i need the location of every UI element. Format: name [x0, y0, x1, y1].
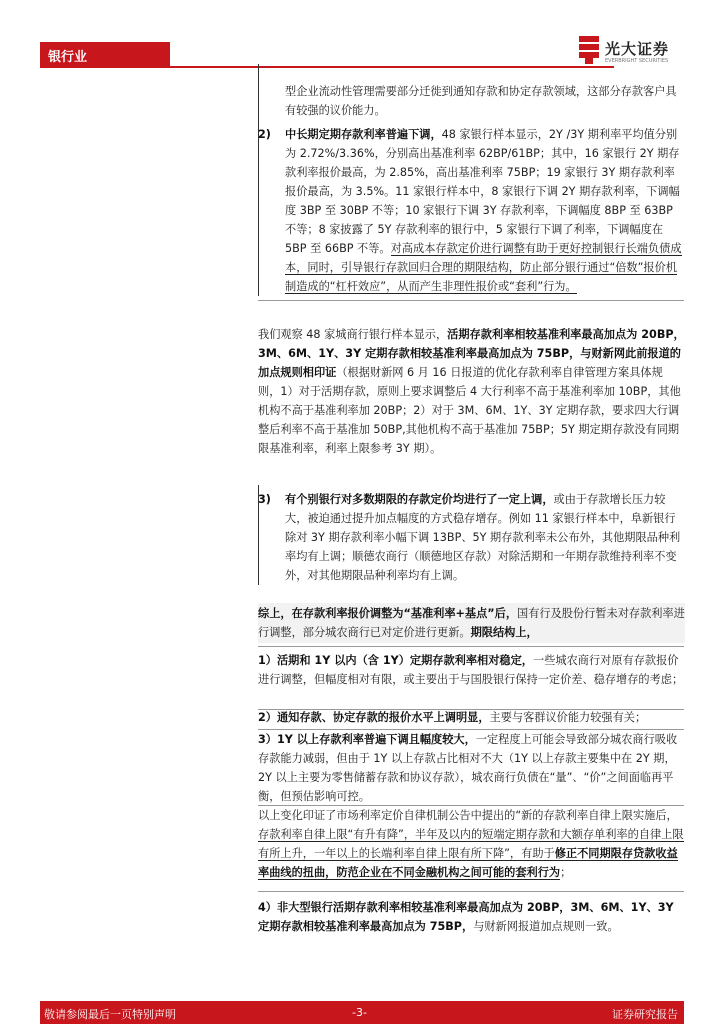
summary-point-3: 3）1Y 以上存款利率普遍下调且幅度较大，一定程度上可能会导致部分城农商行吸收存款能力减弱，但由于 1Y 以上存款占比相对不大（1Y 以上存款主要集中在 2Y 期，2Y 以上主要为零售储蓄存款和协议存款），城农商行负债在“量”、“价”之间面临再平衡，但预估影响可控。: [258, 733, 678, 803]
summary-point-4: 4）非大型银行活期存款利率相较基准利率最高加点为 20BP，3M、6M、1Y、3Y 定期存款相较基准利率最高加点为 75BP，与财新网报道加点规则一致。: [258, 901, 674, 933]
page-number: -3-: [352, 1006, 367, 1019]
paragraph-city-banks: 我们观察 48 家城商行银行样本显示，活期存款利率相较基准利率最高加点为 20BP，3M、6M、1Y、3Y 定期存款相较基准利率最高加点为 75BP，与财新网此前报道的加点规则相印证（根据财新网 6 月 16 日报道的优化存款利率自律管理方案具体规则，1）对于活期存款，原则上要求调整后 4 大行利率不高于基准利率加 10BP，其他机构不高于基准利率加 20BP；2）对于 3M、6M、1Y、3Y 定期存款，要求四大行调整后利率不高于基准加 50BP,其他机构不高于基准加 75BP；5Y 期定期存款没有同期限基准利率，利率上限参考 3Y 期）。: [258, 328, 685, 455]
paragraph-long-term-deposits: 中长期定期存款利率普遍下调，48 家银行样本显示，2Y /3Y 期利率平均值分别为 2.72%/3.36%，分别高出基准利率 62BP/61BP；其中，16 家银行 2Y 期存款利率报价最高，为 2.85%，高出基准利率 75BP；19 家银行 3Y 期存款利率报价最高，为 3.5%。11 家银行样本中，8 家银行下调 2Y 期存款利率，下调幅度 3BP 至 30BP 不等；10 家银行下调 3Y 存款利率，下调幅度 8BP 至 63BP 不等；8 家披露了 5Y 存款利率的银行中，5 家银行下调了利率，下调幅度在 5BP 至 66BP 不等。对高成本存款定价进行调整有助于更好控制银行长端负债成本，同时，引导银行存款回归合理的期限结构，防止部分银行通过“倍数”报价机制造成的“杠杆效应”，从而产生非理性报价或“套利”行为。: [285, 128, 682, 293]
section-tag: [40, 42, 170, 68]
logo-subtitle: EVERBRIGHT SECURITIES: [605, 58, 669, 64]
left-rule: [258, 64, 259, 296]
paragraph-rate-increase: 有个别银行对多数期限的存款定价均进行了一定上调，或由于存款增长压力较大，被迫通过提升加点幅度的方式稳存增存。例如 11 家银行样本中，阜新银行除对 3Y 期存款利率小幅下调 13BP、5Y 期存款利率未公布外，其他期限品种利率均有上调；顺德农商行（顺德地区存款）对除活期和一年期存款维持利率不变外，对其他期限品种利率均有上调。: [285, 493, 681, 582]
company-logo: [579, 36, 704, 68]
underlined-conclusion: 对高成本存款定价进行调整有助于更好控制银行长端负债成本，同时，引导银行存款回归合理的期限结构，防止部分银行通过“倍数”报价机制造成的“杠杆效应”，从而产生非理性报价或“套利”行为。: [285, 242, 682, 293]
section-divider: [258, 300, 684, 301]
summary-divider-5: [258, 891, 684, 892]
footer-disclaimer: 敬请参阅最后一页特别声明: [44, 1008, 176, 1021]
list-number-3: 3): [258, 493, 271, 506]
summary-point-2: 2）通知存款、协定存款的报价水平上调明显，主要与客群议价能力较强有关；: [258, 711, 647, 724]
paragraph-summary: 综上，在存款利率报价调整为“基准利率+基点”后，国有行及股份行暂未对存款利率进行调整，部分城农商行已对定价进行更新。期限结构上，: [258, 607, 685, 639]
section-tag-label: 银行业: [48, 50, 88, 65]
list-number-2: 2): [258, 128, 271, 141]
summary-market-mechanism: 以上变化印证了市场利率定价自律机制公告中提出的“新的存款利率自律上限实施后，存款利率自律上限“有升有降”，半年及以内的短端定期存款和大额存单利率的自律上限有所上升，一年以上的长端利率自律上限有所下降”，有助于修正不同期限存贷款收益率曲线的扭曲，防范企业在不同金融机构之间可能的套利行为；: [258, 809, 684, 879]
footer-report-type: 证券研究报告: [612, 1008, 678, 1021]
summary-divider-1: [258, 646, 684, 647]
paragraph-liquidity: 型企业流动性管理需要部分迁徙到通知存款和协定存款领域，这部分存款客户具有较强的议价能力。: [285, 85, 677, 117]
logo-name: 光大证券: [605, 40, 670, 58]
summary-point-1: 1）活期和 1Y 以内（含 1Y）定期存款利率相对稳定，一些城农商行对原有存款报价进行调整，但幅度相对有限，或主要出于与国股银行保持一定价差、稳存增存的考虑；: [258, 654, 684, 686]
logo-mark-icon: [579, 36, 599, 64]
header-rule: [170, 66, 614, 68]
